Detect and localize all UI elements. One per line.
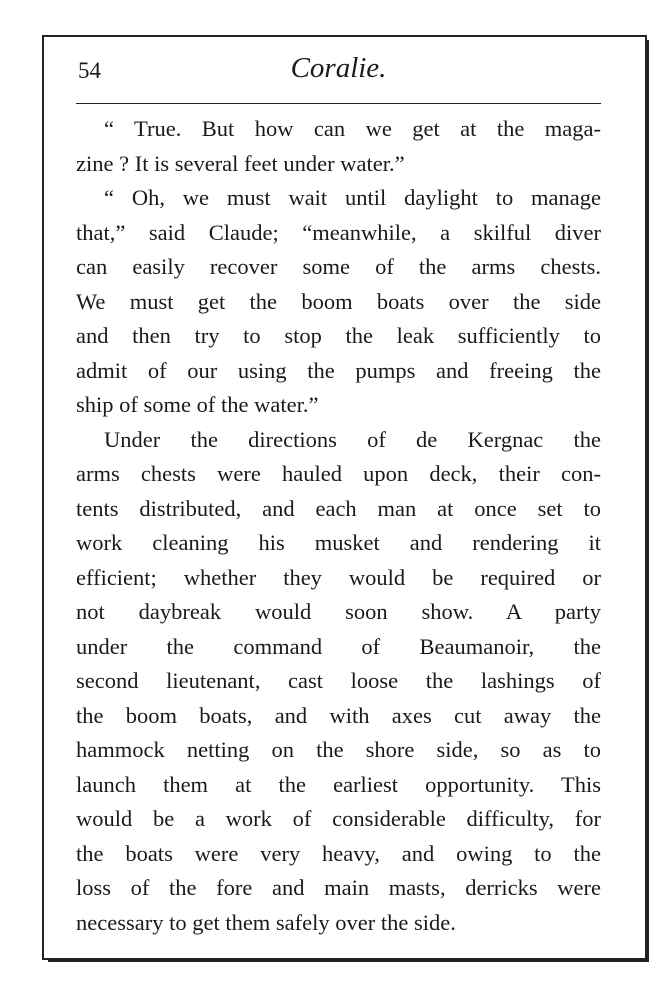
text-line: would be a work of considerable difficulty, for [76, 806, 601, 831]
text-line: arms chests were hauled upon deck, their con- [76, 461, 601, 486]
running-title: Coralie. [290, 52, 387, 84]
text-line: We must get the boom boats over the side [76, 288, 601, 314]
text-line: ship of some of the water.” [76, 392, 319, 417]
text-line: efficient; whether they would be required or [76, 564, 601, 590]
text-line: under the command of Beaumanoir, the [76, 633, 601, 659]
header-rule [76, 103, 601, 104]
text-line: can easily recover some of the arms chests. [76, 254, 601, 279]
text-line: tents distributed, and each man at once set to [76, 495, 601, 521]
body-text [76, 112, 601, 940]
page-number: 54 [78, 58, 101, 83]
page-border-shadow-bottom [48, 958, 648, 962]
running-header [76, 52, 601, 94]
text-line: not daybreak would soon show. A party [76, 599, 601, 624]
text-line: launch them at the earliest opportunity. This [76, 771, 601, 797]
text-line: zine ? It is several feet under water.” [76, 150, 405, 176]
text-line: the boom boats, and with axes cut away the [76, 702, 601, 728]
text-line: the boats were very heavy, and owing to the [76, 840, 601, 866]
text-line: necessary to get them safely over the side. [76, 909, 456, 935]
text-line: loss of the fore and main masts, derricks were [76, 875, 601, 900]
text-line: hammock netting on the shore side, so as to [76, 737, 601, 762]
page-border-shadow-right [645, 40, 649, 962]
text-line: Under the directions of de Kergnac the [104, 426, 601, 452]
text-line: work cleaning his musket and rendering it [76, 530, 601, 555]
text-line: second lieutenant, cast loose the lashings of [76, 668, 601, 693]
text-line: “ True. But how can we get at the maga- [104, 116, 601, 141]
text-line: admit of our using the pumps and freeing the [76, 357, 601, 383]
text-line: “ Oh, we must wait until daylight to manage [104, 185, 601, 210]
text-line: and then try to stop the leak sufficiently to [76, 323, 601, 348]
text-line: that,” said Claude; “meanwhile, a skilful diver [76, 219, 601, 245]
